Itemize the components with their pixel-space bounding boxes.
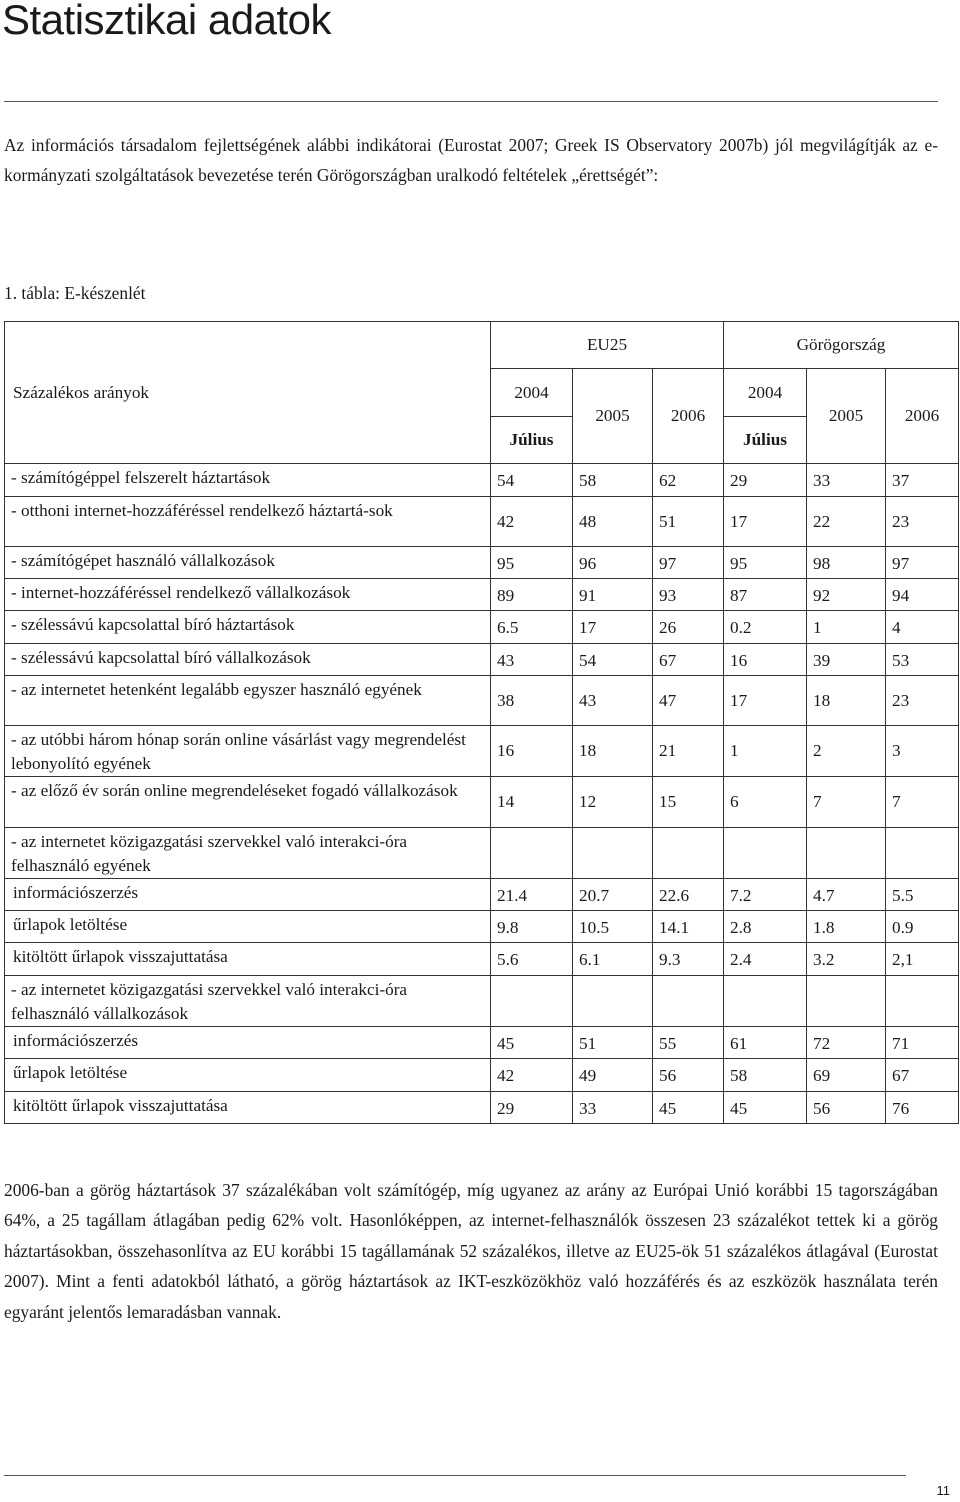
- value-cell: 2: [807, 726, 886, 777]
- year-gr-2004: 2004: [724, 369, 807, 417]
- table-row: [5, 943, 959, 976]
- table-row: [5, 976, 959, 1027]
- value-cell: 45: [491, 1027, 573, 1059]
- table-row: [5, 611, 959, 644]
- value-cell: 42: [491, 497, 573, 547]
- value-cell: 69: [807, 1059, 886, 1092]
- value-cell: 6.1: [573, 943, 653, 976]
- value-cell: 22: [807, 497, 886, 547]
- row-label: - internet-hozzáféréssel rendelkező vállalkozások: [5, 579, 491, 611]
- value-cell: 2,1: [886, 943, 959, 976]
- value-cell: 43: [491, 644, 573, 676]
- table-row: [5, 497, 959, 547]
- value-cell: [653, 828, 724, 879]
- value-cell: 17: [724, 676, 807, 726]
- value-cell: 71: [886, 1027, 959, 1059]
- value-cell: 29: [724, 464, 807, 497]
- value-cell: 15: [653, 777, 724, 828]
- table-row: [5, 879, 959, 911]
- value-cell: 56: [807, 1092, 886, 1124]
- table-row: [5, 579, 959, 611]
- year-eu-2005: 2005: [573, 369, 653, 464]
- value-cell: [653, 976, 724, 1027]
- year-gr-2005: 2005: [807, 369, 886, 464]
- value-cell: [807, 976, 886, 1027]
- corner-label-cell: [5, 322, 491, 464]
- value-cell: 76: [886, 1092, 959, 1124]
- row-label: űrlapok letöltése: [5, 911, 491, 943]
- table-row: [5, 777, 959, 828]
- table-row: [5, 828, 959, 879]
- value-cell: 4: [886, 611, 959, 644]
- value-cell: 54: [491, 464, 573, 497]
- july-gr: Július: [724, 417, 807, 464]
- value-cell: 18: [573, 726, 653, 777]
- year-gr-2006: 2006: [886, 369, 959, 464]
- value-cell: 42: [491, 1059, 573, 1092]
- value-cell: 23: [886, 676, 959, 726]
- title-divider: [4, 101, 938, 102]
- value-cell: 49: [573, 1059, 653, 1092]
- value-cell: [807, 828, 886, 879]
- table-row: [5, 1027, 959, 1059]
- value-cell: 20.7: [573, 879, 653, 911]
- intro-paragraph: Az információs társadalom fejlettségének alábbi indikátorai (Eurostat 2007; Greek IS Observatory 2007b) jól megvilágítják az e-kormányzati szolgáltatások bevezetése terén Görögországban uralkodó feltételek „érettségét”:: [4, 135, 938, 185]
- value-cell: 94: [886, 579, 959, 611]
- value-cell: 51: [653, 497, 724, 547]
- value-cell: [573, 828, 653, 879]
- value-cell: 16: [724, 644, 807, 676]
- value-cell: 98: [807, 547, 886, 579]
- value-cell: 72: [807, 1027, 886, 1059]
- value-cell: 93: [653, 579, 724, 611]
- year-eu-2004: 2004: [491, 369, 573, 417]
- value-cell: [491, 976, 573, 1027]
- value-cell: 12: [573, 777, 653, 828]
- value-cell: 14.1: [653, 911, 724, 943]
- value-cell: 33: [807, 464, 886, 497]
- value-cell: 45: [724, 1092, 807, 1124]
- value-cell: 9.8: [491, 911, 573, 943]
- value-cell: 56: [653, 1059, 724, 1092]
- row-label: információszerzés: [5, 879, 491, 911]
- row-label: - otthoni internet-hozzáféréssel rendelkező háztartá-sok: [5, 497, 491, 547]
- value-cell: 23: [886, 497, 959, 547]
- row-label: - az előző év során online megrendeléseket fogadó vállalkozások: [5, 777, 491, 828]
- value-cell: 97: [886, 547, 959, 579]
- value-cell: 4.7: [807, 879, 886, 911]
- value-cell: 7.2: [724, 879, 807, 911]
- value-cell: 1.8: [807, 911, 886, 943]
- value-cell: 67: [886, 1059, 959, 1092]
- value-cell: 21: [653, 726, 724, 777]
- value-cell: 17: [724, 497, 807, 547]
- footer-divider: [4, 1475, 906, 1476]
- header-eu25: EU25: [491, 322, 724, 369]
- value-cell: 7: [807, 777, 886, 828]
- table-row: [5, 726, 959, 777]
- value-cell: 96: [573, 547, 653, 579]
- value-cell: 2.8: [724, 911, 807, 943]
- value-cell: 58: [573, 464, 653, 497]
- value-cell: 48: [573, 497, 653, 547]
- row-label: kitöltött űrlapok visszajuttatása: [5, 1092, 491, 1124]
- july-eu: Július: [491, 417, 573, 464]
- value-cell: 17: [573, 611, 653, 644]
- table-row: [5, 911, 959, 943]
- value-cell: 14: [491, 777, 573, 828]
- value-cell: 87: [724, 579, 807, 611]
- value-cell: 37: [886, 464, 959, 497]
- page-number: 11: [936, 1483, 950, 1498]
- value-cell: 26: [653, 611, 724, 644]
- value-cell: 21.4: [491, 879, 573, 911]
- value-cell: 89: [491, 579, 573, 611]
- table-row: [5, 547, 959, 579]
- row-label: űrlapok letöltése: [5, 1059, 491, 1092]
- value-cell: 6: [724, 777, 807, 828]
- value-cell: 95: [491, 547, 573, 579]
- row-label: - szélessávú kapcsolattal bíró vállalkozások: [5, 644, 491, 676]
- value-cell: 2.4: [724, 943, 807, 976]
- value-cell: 16: [491, 726, 573, 777]
- value-cell: 47: [653, 676, 724, 726]
- value-cell: 61: [724, 1027, 807, 1059]
- value-cell: 0.9: [886, 911, 959, 943]
- value-cell: [724, 828, 807, 879]
- year-eu-2006: 2006: [653, 369, 724, 464]
- value-cell: 45: [653, 1092, 724, 1124]
- table-row: [5, 464, 959, 497]
- row-label: - szélessávú kapcsolattal bíró háztartások: [5, 611, 491, 644]
- value-cell: 51: [573, 1027, 653, 1059]
- value-cell: 97: [653, 547, 724, 579]
- value-cell: 29: [491, 1092, 573, 1124]
- outro-paragraph: 2006-ban a görög háztartások 37 százalékában volt számítógép, míg ugyanez az arány az Európai Unió korábbi 15 tagországában 64%, a 25 tagállam átlagában pedig 62% volt. Hasonlóképpen, az internet-felhasználók összesen 23 százalékot tettek ki a görög háztartásokban, összehasonlítva az EU korábbi 15 tagállamának 52 százalékos, illetve az EU25-ök 51 százalékos átlagával (Eurostat 2007). Mint a fenti adatokból látható, a görög háztartások az IKT-eszközökhöz való hozzáférés és az eszközök használata terén egyaránt jelentős lemaradásban vannak.: [4, 1180, 938, 1322]
- value-cell: 38: [491, 676, 573, 726]
- value-cell: 18: [807, 676, 886, 726]
- value-cell: 33: [573, 1092, 653, 1124]
- row-label: kitöltött űrlapok visszajuttatása: [5, 943, 491, 976]
- value-cell: 62: [653, 464, 724, 497]
- row-label: - az utóbbi három hónap során online vásárlást vagy megrendelést lebonyolító egyének: [5, 726, 491, 777]
- value-cell: 1: [724, 726, 807, 777]
- value-cell: 39: [807, 644, 886, 676]
- value-cell: 3.2: [807, 943, 886, 976]
- table-row: [5, 1092, 959, 1124]
- row-label: - számítógéppel felszerelt háztartások: [5, 464, 491, 497]
- value-cell: [491, 828, 573, 879]
- value-cell: 9.3: [653, 943, 724, 976]
- table-row: [5, 676, 959, 726]
- value-cell: 7: [886, 777, 959, 828]
- row-label: - az internetet közigazgatási szervekkel való interakci-óra felhasználó egyének: [5, 828, 491, 879]
- value-cell: 91: [573, 579, 653, 611]
- corner-label: Százalékos arányok: [13, 382, 150, 402]
- value-cell: 53: [886, 644, 959, 676]
- value-cell: 1: [807, 611, 886, 644]
- value-cell: 22.6: [653, 879, 724, 911]
- row-label: - az internetet hetenként legalább egyszer használó egyének: [5, 676, 491, 726]
- value-cell: 5.6: [491, 943, 573, 976]
- row-label: - az internetet közigazgatási szervekkel való interakci-óra felhasználó vállalkozások: [5, 976, 491, 1027]
- table-row: [5, 644, 959, 676]
- value-cell: 95: [724, 547, 807, 579]
- page-title: Statisztikai adatok: [2, 0, 332, 43]
- value-cell: 58: [724, 1059, 807, 1092]
- value-cell: 5.5: [886, 879, 959, 911]
- e-readiness-table: [4, 321, 959, 1124]
- value-cell: 54: [573, 644, 653, 676]
- value-cell: 10.5: [573, 911, 653, 943]
- value-cell: 55: [653, 1027, 724, 1059]
- value-cell: 67: [653, 644, 724, 676]
- row-label: - számítógépet használó vállalkozások: [5, 547, 491, 579]
- value-cell: 43: [573, 676, 653, 726]
- row-label: információszerzés: [5, 1027, 491, 1059]
- value-cell: [886, 976, 959, 1027]
- value-cell: 0.2: [724, 611, 807, 644]
- value-cell: [724, 976, 807, 1027]
- value-cell: [886, 828, 959, 879]
- value-cell: 92: [807, 579, 886, 611]
- value-cell: 6.5: [491, 611, 573, 644]
- value-cell: 3: [886, 726, 959, 777]
- header-greece: Görögország: [724, 322, 959, 369]
- table-row: [5, 1059, 959, 1092]
- value-cell: [573, 976, 653, 1027]
- table-caption: 1. tábla: E-készenlét: [4, 283, 146, 303]
